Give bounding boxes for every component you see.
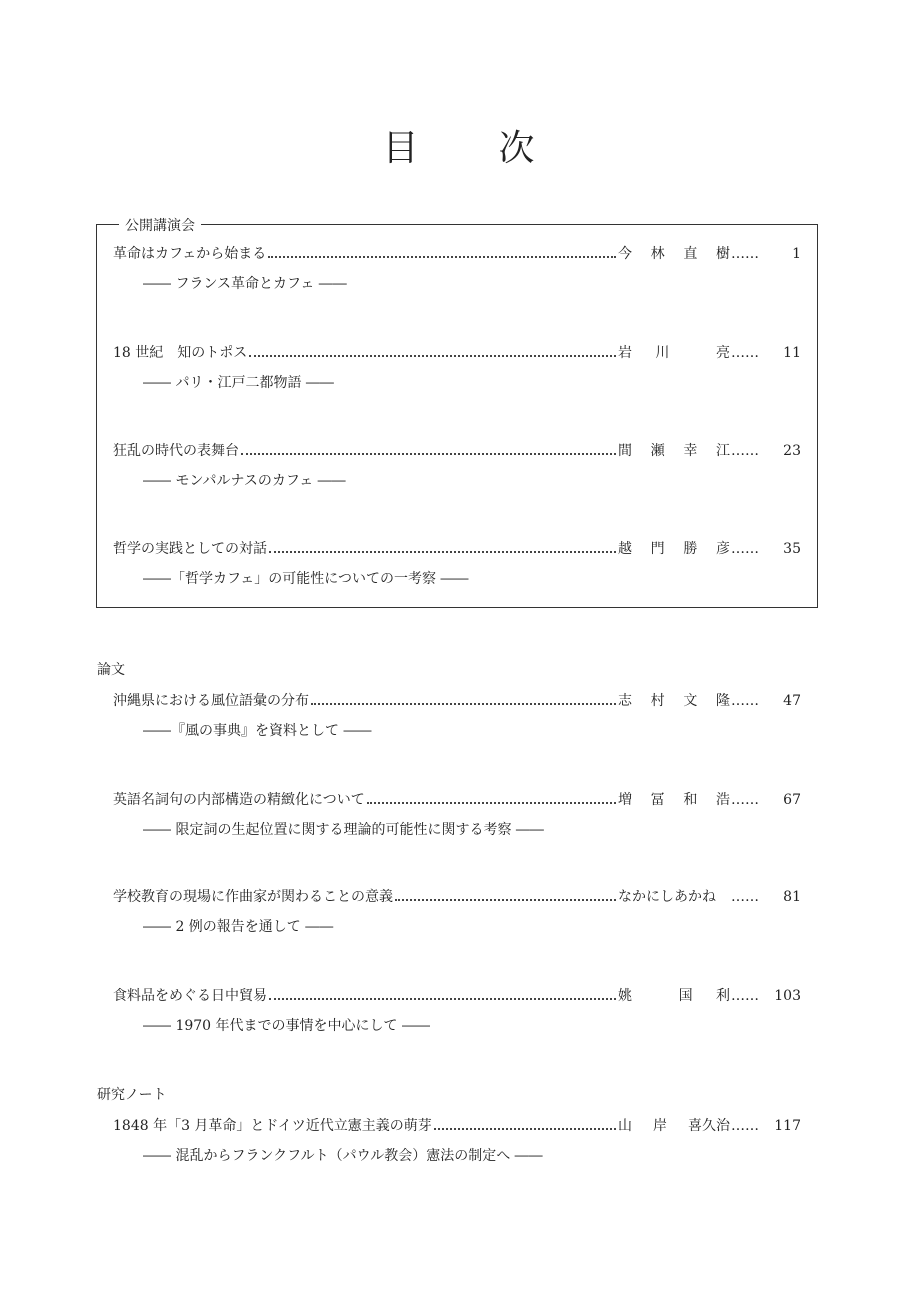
- author-char: 樹: [715, 246, 730, 262]
- entry-author: [618, 1115, 730, 1135]
- dot-leader: [268, 255, 616, 258]
- entry-title: 哲学の実践としての対話: [113, 541, 267, 557]
- author-char: 志: [618, 693, 632, 709]
- author-char: 浩: [715, 792, 730, 808]
- page-number: 81: [783, 889, 801, 905]
- section-label-notes: 研究ノート: [97, 1087, 167, 1103]
- author-char: 和: [683, 792, 698, 808]
- toc-entry-row: [113, 440, 801, 460]
- author-char: 彦: [715, 541, 730, 557]
- toc-entry[interactable]: [113, 886, 801, 936]
- author-char: なかにしあかね: [618, 889, 716, 905]
- toc-entry[interactable]: [113, 440, 801, 490]
- author-char: 直: [683, 246, 698, 262]
- section-label-lectures: 公開講演会: [119, 215, 201, 235]
- page-number: 117: [774, 1118, 801, 1134]
- entry-author: [618, 690, 730, 710]
- entry-author: [618, 538, 730, 558]
- toc-entry-row: [113, 789, 801, 809]
- dot-leader: [241, 452, 616, 455]
- entry-subtitle: ―― モンパルナスのカフェ ――: [143, 473, 346, 489]
- toc-entry[interactable]: [113, 538, 801, 588]
- dot-leader: [434, 1127, 616, 1130]
- author-char: 利: [715, 988, 730, 1004]
- page-number: 1: [792, 246, 801, 262]
- entry-title: 革命はカフェから始まる: [113, 246, 267, 262]
- page-number: 11: [783, 345, 801, 361]
- author-char: 今: [618, 246, 632, 262]
- entry-title: 学校教育の現場に作曲家が関わることの意義: [113, 889, 393, 905]
- author-char: 村: [650, 693, 665, 709]
- author-char: 亮: [715, 345, 730, 361]
- author-char: 川: [655, 345, 670, 361]
- toc-entry[interactable]: [113, 690, 801, 740]
- author-char: 越: [618, 541, 632, 557]
- toc-entry[interactable]: [113, 342, 801, 392]
- entry-title: 1848 年「3 月革命」とドイツ近代立憲主義の萌芽: [113, 1118, 432, 1134]
- entry-subtitle: ―― 限定詞の生起位置に関する理論的可能性に関する考察 ――: [143, 822, 544, 838]
- dot-leader: [249, 354, 616, 357]
- author-char: 文: [683, 693, 698, 709]
- entry-subtitle: ―― 2 例の報告を通して ――: [143, 919, 334, 935]
- author-char: 間: [618, 443, 632, 459]
- entry-subtitle: ――「哲学カフェ」の可能性についての一考察 ――: [143, 571, 469, 587]
- entry-title: 英語名詞句の内部構造の精緻化について: [113, 792, 365, 808]
- author-ellipsis: ……: [731, 792, 759, 808]
- entry-title: 狂乱の時代の表舞台: [113, 443, 239, 459]
- author-char: 国: [678, 988, 693, 1004]
- author-ellipsis: ……: [731, 988, 759, 1004]
- toc-entry-row: [113, 342, 801, 362]
- dot-leader: [269, 997, 616, 1000]
- author-char: 岩: [618, 345, 632, 361]
- entry-author: [618, 440, 730, 460]
- author-char: 門: [650, 541, 665, 557]
- author-ellipsis: ……: [731, 443, 759, 459]
- toc-entry-row: [113, 690, 801, 710]
- page-number: 23: [783, 443, 801, 459]
- page-number: 47: [783, 693, 801, 709]
- author-ellipsis: ……: [731, 246, 759, 262]
- author-char: 幸: [683, 443, 698, 459]
- author-char: 隆: [715, 693, 730, 709]
- author-char: 江: [715, 443, 730, 459]
- author-char: 山: [618, 1118, 632, 1134]
- toc-entry[interactable]: [113, 243, 801, 293]
- author-ellipsis: ……: [731, 1118, 759, 1134]
- toc-entry-row: [113, 1115, 801, 1135]
- author-char: 冨: [650, 792, 665, 808]
- entry-author: [618, 342, 730, 362]
- author-char: 林: [650, 246, 665, 262]
- dot-leader: [311, 702, 616, 705]
- author-ellipsis: ……: [731, 889, 759, 905]
- author-char: 岸: [653, 1118, 667, 1134]
- entry-author: [618, 243, 730, 263]
- page-number: 103: [774, 988, 801, 1004]
- author-char: 勝: [683, 541, 698, 557]
- entry-author: [618, 886, 730, 906]
- author-ellipsis: ……: [731, 541, 759, 557]
- entry-subtitle: ――『風の事典』を資料として ――: [143, 723, 372, 739]
- toc-entry-row: [113, 886, 801, 906]
- entry-author: [618, 789, 730, 809]
- author-char: 姚: [618, 988, 632, 1004]
- entry-author: [618, 985, 730, 1005]
- toc-entry[interactable]: [113, 985, 801, 1035]
- toc-entry[interactable]: [113, 789, 801, 839]
- entry-subtitle: ―― 混乱からフランクフルト（パウル教会）憲法の制定へ ――: [143, 1148, 543, 1164]
- entry-title: 食料品をめぐる日中貿易: [113, 988, 267, 1004]
- section-label-papers: 論文: [97, 662, 125, 678]
- entry-title: 18 世紀 知のトポス: [113, 345, 248, 361]
- entry-subtitle: ―― フランス革命とカフェ ――: [143, 276, 347, 292]
- toc-entry-row: [113, 985, 801, 1005]
- author-char: 増: [618, 792, 632, 808]
- page-title: 目次: [382, 128, 615, 169]
- dot-leader: [367, 801, 616, 804]
- toc-entry-row: [113, 538, 801, 558]
- entry-title: 沖縄県における風位語彙の分布: [113, 693, 309, 709]
- page-number: 35: [783, 541, 801, 557]
- author-ellipsis: ……: [731, 345, 759, 361]
- dot-leader: [395, 898, 616, 901]
- entry-subtitle: ―― 1970 年代までの事情を中心にして ――: [143, 1018, 430, 1034]
- author-char: 喜久治: [688, 1118, 730, 1134]
- author-ellipsis: ……: [731, 693, 759, 709]
- toc-entry[interactable]: [113, 1115, 801, 1165]
- toc-entry-row: [113, 243, 801, 263]
- dot-leader: [269, 550, 616, 553]
- entry-subtitle: ―― パリ・江戸二都物語 ――: [143, 375, 334, 391]
- page-number: 67: [783, 792, 801, 808]
- author-char: 瀬: [650, 443, 665, 459]
